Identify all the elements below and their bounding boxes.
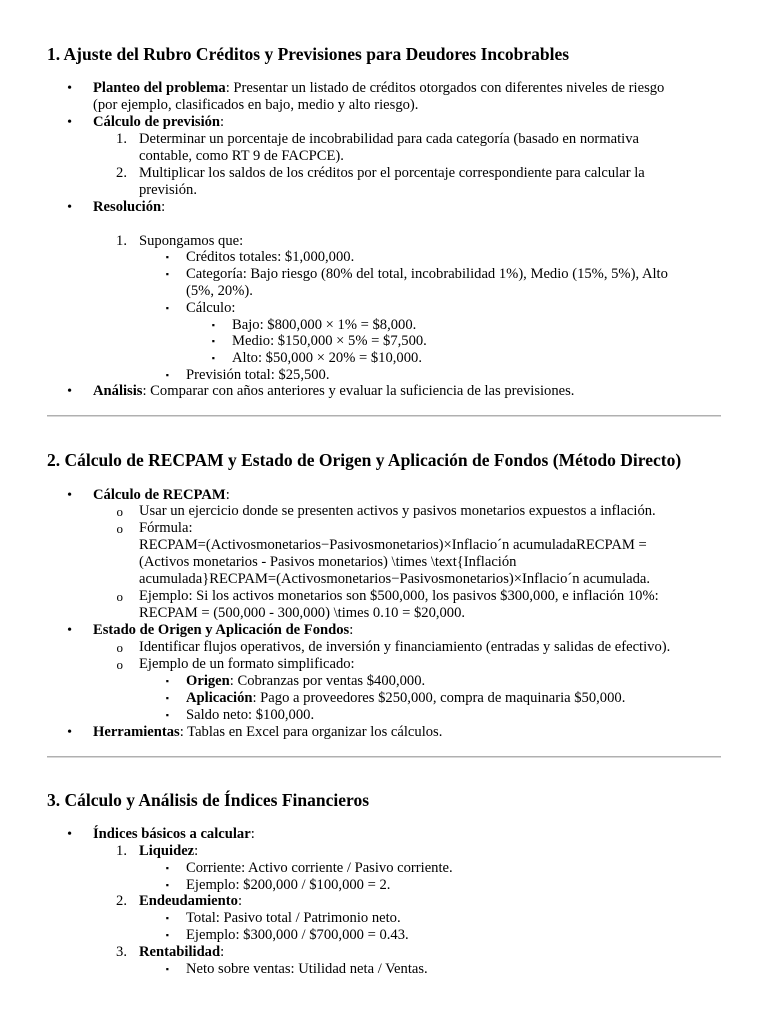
rentabilidad-label: Rentabilidad: [139, 944, 221, 960]
bullet-marker: •: [67, 725, 72, 740]
endeudamiento-total: Total: Pasivo total / Patrimonio neto.: [186, 910, 401, 926]
step-2-text-cont: previsión.: [139, 182, 197, 198]
square-marker: ▪: [211, 320, 215, 330]
square-marker: ▪: [165, 693, 169, 703]
analisis-label: Análisis: [93, 383, 143, 399]
analisis-text: : Comparar con años anteriores y evaluar la suficiencia de las previsiones.: [142, 383, 575, 399]
square-marker: ▪: [211, 336, 215, 346]
section-3-title: 3. Cálculo y Análisis de Índices Financieros: [47, 790, 370, 810]
recpam-label: Cálculo de RECPAM: [93, 487, 226, 503]
origen-item: [186, 673, 425, 690]
liquidez-item: Liquidez:: [139, 843, 199, 859]
rentabilidad-item: Rentabilidad:: [139, 944, 225, 960]
herramientas-text: : Tablas en Excel para organizar los cálculos.: [179, 724, 443, 740]
origen-label: Origen: [186, 673, 230, 689]
usar-ejercicio: Usar un ejercicio donde se presenten activos y pasivos monetarios expuestos a inflación.: [139, 503, 656, 519]
step-number: 2.: [116, 165, 127, 181]
estado-label: Estado de Origen y Aplicación de Fondos: [93, 622, 350, 638]
liquidez-corriente: Corriente: Activo corriente / Pasivo corriente.: [186, 860, 453, 876]
estado-item: Estado de Origen y Aplicación de Fondos:: [93, 622, 354, 638]
section-divider: [47, 756, 721, 758]
planteo-text: : Presentar un listado de créditos otorgados con diferentes niveles de riesgo: [225, 80, 665, 96]
formato-simplificado: Ejemplo de un formato simplificado:: [139, 656, 355, 672]
rentabilidad-neto: Neto sobre ventas: Utilidad neta / Ventas.: [186, 961, 428, 977]
recpam-item: Cálculo de RECPAM:: [93, 487, 230, 503]
calculo-label: Cálculo:: [186, 300, 236, 316]
indices-label: Índices básicos a calcular: [93, 826, 251, 842]
step-number: 1.: [116, 233, 127, 249]
planteo-item: [93, 80, 664, 97]
square-marker: ▪: [211, 353, 215, 363]
calc-prevision-item: Cálculo de previsión:: [93, 114, 225, 130]
circle-marker: o: [116, 657, 123, 672]
supongamos-text: Supongamos que:: [139, 233, 244, 249]
square-marker: ▪: [165, 863, 169, 873]
square-marker: ▪: [165, 880, 169, 890]
circle-marker: o: [116, 640, 123, 655]
square-marker: ▪: [165, 930, 169, 940]
endeudamiento-label: Endeudamiento: [139, 893, 238, 909]
ejemplo-recpam: Ejemplo: Si los activos monetarios son $500,000, los pasivos $300,000, e inflación 10%:: [139, 588, 659, 604]
endeudamiento-ejemplo: Ejemplo: $300,000 / $700,000 = 0.43.: [186, 927, 409, 943]
square-marker: ▪: [165, 370, 169, 380]
creditos-totales: Créditos totales: $1,000,000.: [186, 249, 355, 265]
aplicacion-text: : Pago a proveedores $250,000, compra de maquinaria $50,000.: [252, 690, 626, 706]
calc-prevision-label: Cálculo de previsión: [93, 114, 221, 130]
step-number: 2.: [116, 893, 127, 909]
circle-marker: o: [116, 589, 123, 604]
planteo-text-cont: (por ejemplo, clasificados en bajo, medio y alto riesgo).: [93, 97, 419, 113]
categoria-text-cont: (5%, 20%).: [186, 283, 253, 299]
square-marker: ▪: [165, 303, 169, 313]
square-marker: ▪: [165, 710, 169, 720]
step-1-text-cont: contable, como RT 9 de FACPCE).: [139, 148, 344, 164]
square-marker: ▪: [165, 269, 169, 279]
square-marker: ▪: [165, 964, 169, 974]
resolucion-label: Resolución: [93, 199, 162, 215]
liquidez-label: Liquidez: [139, 843, 195, 859]
circle-marker: o: [116, 521, 123, 536]
aplicacion-item: [186, 690, 625, 707]
herramientas-item: [93, 724, 442, 741]
circle-marker: o: [116, 504, 123, 519]
origen-text: : Cobranzas por ventas $400,000.: [229, 673, 426, 689]
square-marker: ▪: [165, 913, 169, 923]
bullet-marker: •: [67, 384, 72, 399]
bullet-marker: •: [67, 488, 72, 503]
categoria-text: Categoría: Bajo riesgo (80% del total, incobrabilidad 1%), Medio (15%, 5%), Alto: [186, 266, 668, 282]
bullet-marker: •: [67, 827, 72, 842]
endeudamiento-item: Endeudamiento:: [139, 893, 242, 909]
indices-item: Índices básicos a calcular:: [93, 826, 255, 842]
formula-line-1: RECPAM=(Activosmonetarios−Pasivosmonetarios)×Inflacio´n acumuladaRECPAM =: [139, 537, 647, 553]
calc-alto: Alto: $50,000 × 20% = $10,000.: [232, 350, 422, 366]
formula-label: Fórmula:: [139, 520, 193, 536]
section-1-title: 1. Ajuste del Rubro Créditos y Previsiones para Deudores Incobrables: [47, 44, 570, 64]
bullet-marker: •: [67, 623, 72, 638]
prevision-total: Previsión total: $25,500.: [186, 367, 330, 383]
liquidez-ejemplo: Ejemplo: $200,000 / $100,000 = 2.: [186, 877, 391, 893]
section-divider: [47, 415, 721, 417]
formula-line-3: acumulada}RECPAM=(Activosmonetarios−Pasivosmonetarios)×Inflacio´n acumulada.: [139, 571, 651, 587]
analisis-item: [93, 383, 574, 400]
step-number: 1.: [116, 843, 127, 859]
planteo-label: Planteo del problema: [93, 80, 226, 96]
formula-line-2: (Activos monetarios - Pasivos monetarios) \times \text{Inflación: [139, 554, 517, 570]
square-marker: ▪: [165, 252, 169, 262]
identificar-flujos: Identificar flujos operativos, de inversión y financiamiento (entradas y salidas de efectivo).: [139, 639, 671, 655]
calc-bajo: Bajo: $800,000 × 1% = $8,000.: [232, 317, 417, 333]
aplicacion-label: Aplicación: [186, 690, 253, 706]
herramientas-label: Herramientas: [93, 724, 180, 740]
section-2-title: 2. Cálculo de RECPAM y Estado de Origen y Aplicación de Fondos (Método Directo): [47, 450, 682, 470]
bullet-marker: •: [67, 81, 72, 96]
resolucion-item: Resolución:: [93, 199, 166, 215]
step-1-text: Determinar un porcentaje de incobrabilidad para cada categoría (basado en normativa: [139, 131, 639, 147]
step-2-text: Multiplicar los saldos de los créditos por el porcentaje correspondiente para calcular la: [139, 165, 645, 181]
square-marker: ▪: [165, 676, 169, 686]
step-number: 1.: [116, 131, 127, 147]
bullet-marker: •: [67, 115, 72, 130]
bullet-marker: •: [67, 200, 72, 215]
ejemplo-recpam-cont: RECPAM = (500,000 - 300,000) \times 0.10 = $20,000.: [139, 605, 466, 621]
step-number: 3.: [116, 944, 127, 960]
saldo-neto: Saldo neto: $100,000.: [186, 707, 315, 723]
calc-medio: Medio: $150,000 × 5% = $7,500.: [232, 333, 427, 349]
